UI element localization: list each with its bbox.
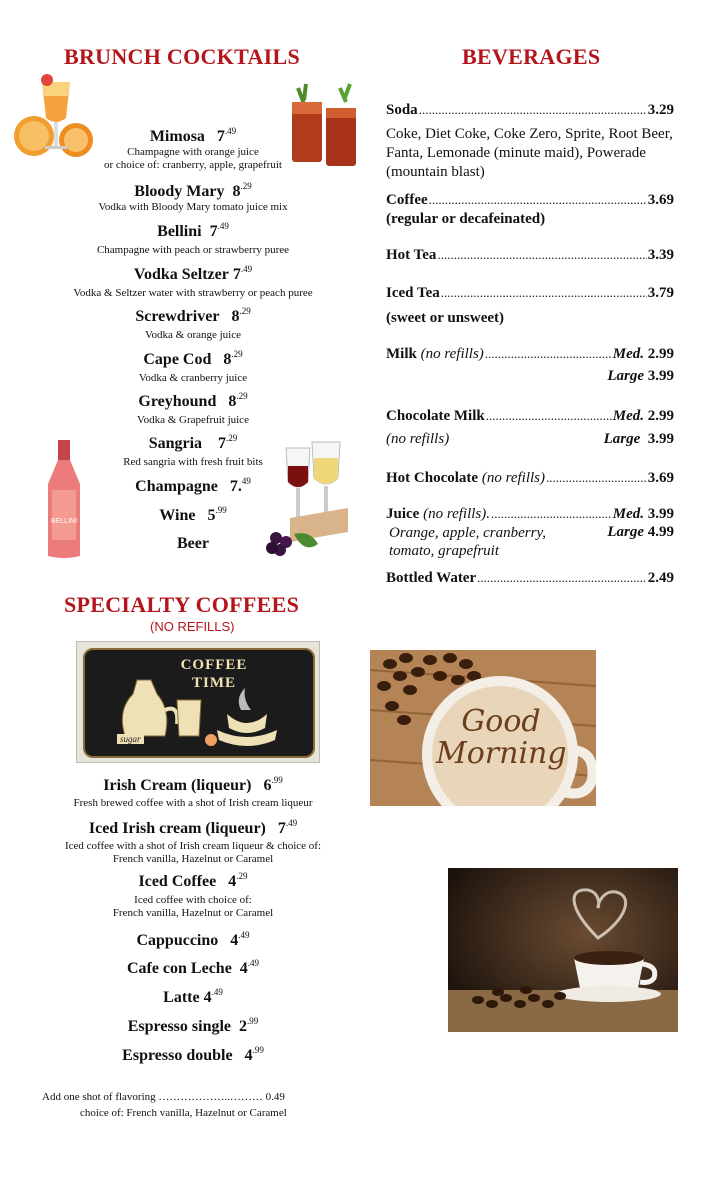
- specialty-item-cents: .49: [211, 987, 223, 997]
- beverage-name: Bottled Water: [386, 570, 477, 586]
- specialty-item-cents: .99: [252, 1045, 264, 1055]
- brunch-item-cents: .29: [231, 349, 243, 359]
- iced-tea-note: (sweet or unsweet): [386, 310, 505, 326]
- brunch-item-price: 7: [209, 223, 218, 240]
- heart-steam-coffee-image: [448, 868, 678, 1032]
- brunch-item: [40, 391, 346, 427]
- beverage-milk: [386, 346, 674, 385]
- brunch-item-cents: .99: [215, 505, 227, 515]
- brunch-item-name: Screwdriver: [135, 308, 220, 325]
- specialty-item-name: Irish Cream (liqueur): [103, 777, 252, 794]
- beverage-name: Hot Chocolate: [386, 470, 479, 486]
- brunch-item-cents: 49: [241, 476, 251, 486]
- coffee-time-text: COFFEE TIME: [180, 657, 248, 691]
- juice-flavors: Orange, apple, cranberry, tomato, grapefruit: [389, 525, 547, 559]
- beverage-bottled-water: [386, 570, 674, 587]
- specialty-item-name: Iced Coffee: [138, 873, 217, 890]
- specialty-item-cents: .49: [247, 958, 260, 968]
- beverage-coffee: [386, 192, 674, 228]
- specialty-item-cents: .49: [238, 930, 250, 940]
- specialty-item-price: 4: [203, 989, 212, 1006]
- beverage-price: 3.69: [647, 470, 674, 486]
- beverage-note: (no refills): [420, 346, 484, 362]
- specialty-item: [30, 818, 356, 866]
- beverage-name: Juice: [386, 506, 420, 522]
- beverage-price: 2.99: [647, 408, 674, 424]
- specialty-item-desc: French vanilla, Hazelnut or Caramel: [112, 853, 274, 865]
- specialty-item-name: Latte: [163, 989, 200, 1006]
- beverage-price: 3.79: [647, 285, 674, 301]
- size-label: Large: [607, 524, 644, 540]
- specialty-item-name: Cappuccino: [136, 932, 219, 949]
- specialty-item: [40, 1016, 346, 1036]
- brunch-item-name: Bloody Mary: [134, 183, 225, 200]
- beverages-title: BEVERAGES: [462, 44, 601, 69]
- brunch-item-desc: Vodka & Grapefruit juice: [137, 414, 249, 426]
- brunch-item-desc: Vodka with Bloody Mary tomato juice mix: [98, 201, 288, 213]
- brunch-item-name: Bellini: [157, 223, 202, 240]
- beverage-name: Soda: [386, 102, 418, 118]
- coffee-time-sign-image: [76, 641, 320, 763]
- specialty-item-name: Iced Irish cream (liqueur): [88, 820, 266, 837]
- beverage-name: Iced Tea: [386, 285, 440, 301]
- specialty-item-price: 4: [228, 873, 237, 890]
- good-text: Good: [461, 704, 541, 739]
- brunch-item-name: Mimosa: [149, 128, 205, 145]
- specialty-item-desc: Fresh brewed coffee with a shot of Irish cream liqueur: [73, 797, 313, 809]
- specialty-item: [40, 871, 346, 920]
- beverage-name: Milk: [386, 346, 417, 362]
- specialty-item: [40, 930, 346, 950]
- morning-text: Morning: [436, 736, 567, 771]
- beverage-price: 3.69: [647, 192, 674, 208]
- brunch-item-cents: .29: [239, 306, 251, 316]
- brunch-item: [40, 264, 346, 300]
- good-morning-coffee-image: [370, 650, 596, 806]
- brunch-item-name: Vodka Seltzer: [133, 266, 229, 283]
- specialty-item-cents: .99: [247, 1016, 259, 1026]
- specialty-item-desc: Iced coffee with choice of:: [134, 894, 252, 906]
- specialty-item: [40, 775, 346, 810]
- bellini-label: BELLINI: [50, 518, 78, 525]
- beverage-chocolate-milk: [386, 408, 674, 448]
- brunch-item-price: 7: [216, 128, 225, 145]
- brunch-item-price: 8: [223, 351, 232, 368]
- specialty-item-cents: .29: [236, 871, 248, 881]
- specialty-item-name: Espresso single: [127, 1018, 232, 1035]
- brunch-item-desc: Champagne with orange juice: [127, 146, 259, 158]
- specialty-item-cents: .99: [271, 775, 283, 785]
- size-label: Large: [607, 368, 644, 384]
- brunch-item-price: 8: [231, 308, 240, 325]
- specialty-coffees-title: SPECIALTY COFFEES: [64, 592, 300, 617]
- brunch-item-name: Champagne: [135, 478, 218, 495]
- flavor-choice-line: choice of: French vanilla, Hazelnut or Caramel: [80, 1107, 287, 1119]
- brunch-item-price: 5: [207, 507, 216, 524]
- flavor-shot-line: Add one shot of flavoring ………………..……… 0.49: [42, 1091, 285, 1103]
- beverage-price: 3.99: [647, 431, 674, 447]
- brunch-cocktail-list: [40, 126, 346, 172]
- size-label: Med.: [612, 408, 644, 424]
- beverage-hot-tea: [386, 247, 674, 264]
- specialty-item-cents: .49: [285, 818, 298, 828]
- brunch-item: [40, 349, 346, 385]
- brunch-item-desc: Red sangria with fresh fruit bits: [123, 456, 263, 468]
- brunch-item-desc: Vodka & orange juice: [144, 329, 242, 341]
- size-label: Med.: [612, 346, 644, 362]
- specialty-item-price: 6: [263, 777, 272, 794]
- brunch-item-cents: .29: [236, 391, 248, 401]
- beverage-juice: [386, 506, 674, 560]
- beverage-name: Chocolate Milk: [386, 408, 485, 424]
- brunch-item: [40, 181, 346, 214]
- brunch-item-cents: .29: [240, 181, 252, 191]
- specialty-item-price: 4: [244, 1047, 253, 1064]
- beverage-price: 4.99: [647, 524, 674, 540]
- brunch-item-name: Greyhound: [138, 393, 217, 410]
- specialty-item: [40, 1045, 346, 1065]
- beverage-note: (no refills): [386, 431, 450, 447]
- beverage-price: 3.99: [647, 506, 674, 522]
- brunch-item: [40, 306, 346, 342]
- brunch-item-price: 8: [228, 393, 237, 410]
- brunch-item-price: 7.: [229, 478, 242, 495]
- brunch-item-price: 8: [232, 183, 241, 200]
- size-label: Med.: [612, 506, 644, 522]
- brunch-item-desc: Champagne with peach or strawberry puree: [96, 244, 290, 256]
- beverage-name: Coffee: [386, 192, 428, 208]
- sugar-label: sugar: [117, 734, 144, 744]
- brunch-item-price: 7: [218, 435, 227, 452]
- bellini-bottle-image: [42, 440, 86, 560]
- brunch-item-cents: .49: [240, 264, 253, 274]
- coffee-note: (regular or decafeinated): [386, 211, 546, 227]
- beverage-name: Hot Tea: [386, 247, 437, 263]
- beverage-soda: [386, 102, 674, 182]
- brunch-item-desc: or choice of: cranberry, apple, grapefruit: [104, 159, 282, 171]
- brunch-item-name: Beer: [177, 535, 209, 552]
- specialty-item: [40, 958, 346, 978]
- beverage-price: 3.99: [647, 368, 674, 384]
- wine-glasses-image: [264, 438, 352, 562]
- specialty-item-price: 7: [277, 820, 286, 837]
- brunch-item-name: Cape Cod: [143, 351, 212, 368]
- beverage-iced-tea: [386, 285, 674, 327]
- specialty-item-price: 4: [230, 932, 239, 949]
- specialty-item-desc: Iced coffee with a shot of Irish cream liqueur & choice of:: [64, 840, 322, 852]
- soda-flavors: Coke, Diet Coke, Coke Zero, Sprite, Root Beer, Fanta, Lemonade (minute maid), Powerade (mountain blast): [386, 126, 673, 180]
- beverage-price: 2.49: [647, 570, 674, 586]
- brunch-item-cents: .49: [217, 221, 229, 231]
- beverage-price: 3.39: [647, 247, 674, 263]
- specialty-item: [40, 987, 346, 1007]
- brunch-cocktails-title: BRUNCH COCKTAILS: [64, 44, 301, 69]
- beverage-note: (no refills): [481, 470, 546, 486]
- brunch-item-cents: .29: [226, 433, 238, 443]
- beverage-price: 3.29: [647, 102, 674, 118]
- beverage-price: 2.99: [647, 346, 674, 362]
- size-label: Large: [603, 431, 641, 447]
- brunch-item: [40, 221, 346, 257]
- brunch-item-name: Sangria: [148, 435, 203, 452]
- specialty-item-price: 4: [239, 960, 248, 977]
- beverage-hot-chocolate: [386, 470, 674, 487]
- brunch-item-cents: .49: [224, 126, 237, 136]
- brunch-item-desc: Vodka & cranberry juice: [138, 372, 248, 384]
- specialty-item-price: 2: [239, 1018, 248, 1035]
- no-refills-subtitle: (NO REFILLS): [150, 619, 235, 634]
- specialty-item-desc: French vanilla, Hazelnut or Caramel: [112, 907, 274, 919]
- brunch-item-desc: Vodka & Seltzer water with strawberry or peach puree: [73, 287, 313, 299]
- specialty-item-name: Cafe con Leche: [126, 960, 232, 977]
- brunch-item-price: 7: [232, 266, 241, 283]
- specialty-item-name: Espresso double: [122, 1047, 233, 1064]
- beverage-note: (no refills).: [423, 506, 491, 522]
- brunch-item-name: Wine: [159, 507, 196, 524]
